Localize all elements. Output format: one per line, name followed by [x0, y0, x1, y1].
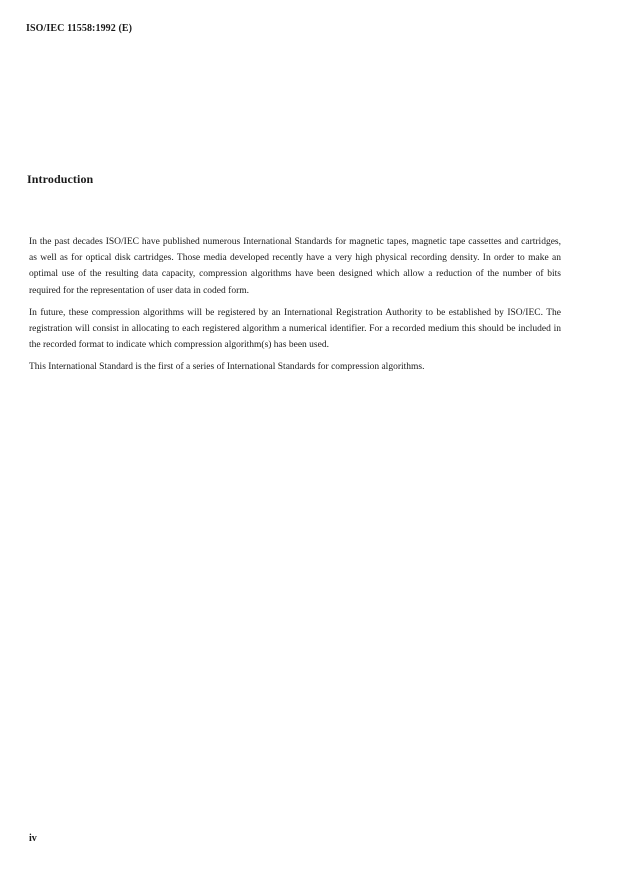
paragraph: This International Standard is the first of a series of International Standards for compression algorithms.: [29, 362, 425, 373]
document-identifier: ISO/IEC 11558:1992 (E): [26, 23, 133, 34]
paragraph: In the past decades ISO/IEC have published numerous International Standards for magnetic tapes, magnetic tape cassettes and cartridges, as well as for optical disk cartridges. Those media developed recently have a very high physical recording density. In order to make an optimal use of the resulting data capacity, compression algorithms have been designed which allow a reduction of the number of bits required for the representation of user data in coded form.: [29, 237, 561, 296]
section-heading: Introduction: [27, 172, 94, 186]
body-text: [29, 234, 561, 382]
page-number: iv: [29, 833, 37, 844]
paragraph: In future, these compression algorithms will be registered by an International Registration Authority to be established by ISO/IEC. The registration will consist in allocating to each registered algorithm a numerical identifier. For a recorded medium this should be included in the recorded format to indicate which compression algorithm(s) has been used.: [29, 307, 561, 351]
